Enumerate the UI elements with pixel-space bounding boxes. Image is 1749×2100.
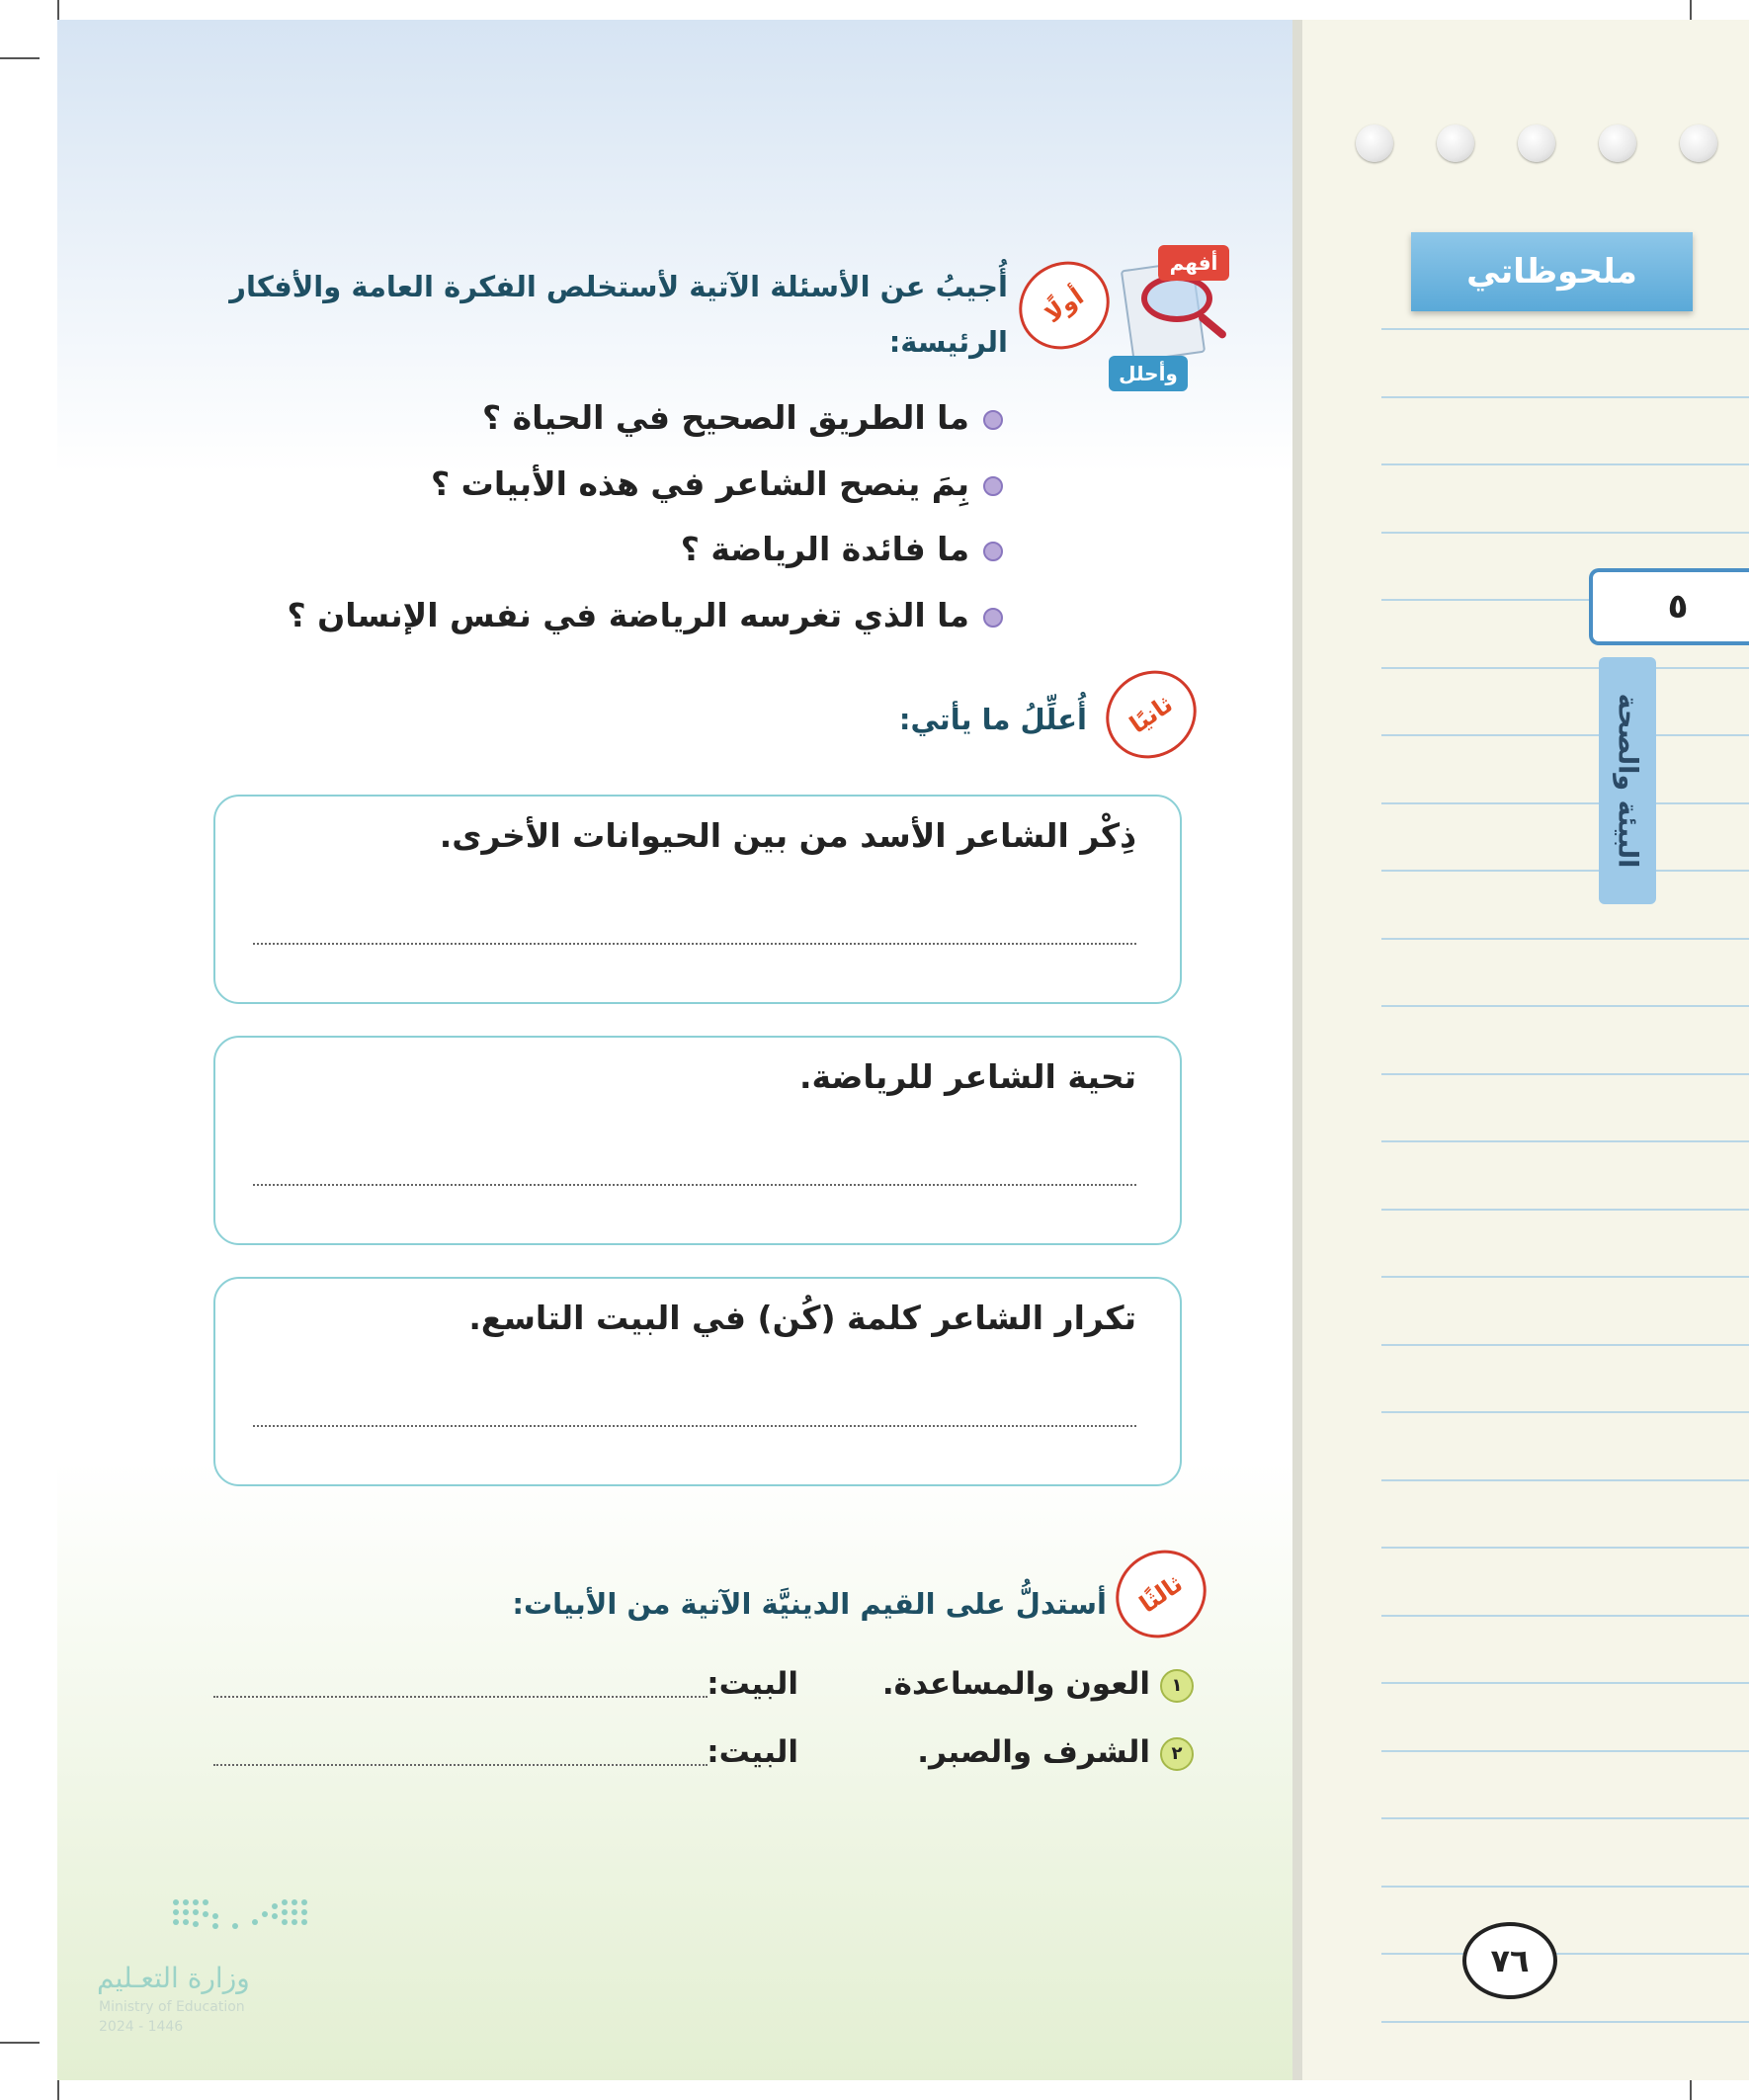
ministry-logo [97,1892,334,2041]
notes-sidebar [1292,20,1749,2080]
ministry-dots-icon [97,1892,334,1952]
note-line[interactable] [1381,396,1749,398]
answer-line[interactable] [253,1184,1136,1186]
note-line[interactable] [1381,1140,1749,1142]
ministry-name-ar: وزارة التعـليم [97,1962,250,1994]
page-number: ٧٦ [1462,1922,1557,1999]
question-item: ما الذي تغرسه الرياضة في نفس الإنسان ؟ [287,596,1003,634]
question-item: ما الطريق الصحيح في الحياة ؟ [482,398,1003,437]
binder-hole-icon [1356,125,1393,162]
note-line[interactable] [1381,1886,1749,1888]
unit-tab [1599,657,1656,904]
note-line[interactable] [1381,1344,1749,1346]
question-item: ما فائدة الرياضة ؟ [681,530,1003,568]
bullet-icon [983,608,1003,628]
notes-title: ملحوظاتي [1411,232,1693,311]
answer-box[interactable] [213,1277,1182,1486]
note-line[interactable] [1381,802,1749,804]
section3-instruction: أستدلُّ على القيم الدينيَّة الآتية من الأبيات: [512,1587,1107,1621]
note-line[interactable] [1381,870,1749,872]
section2-instruction: أُعلِّلُ ما يأتي: [898,703,1087,736]
bullet-icon [983,410,1003,430]
note-line[interactable] [1381,734,1749,736]
bullet-icon [983,476,1003,496]
ministry-name-en: Ministry of Education [99,1999,245,2015]
value-item: ٢الشرف والصبر. [917,1734,1194,1771]
answer-prompt: ذِكْر الشاعر الأسد من بين الحيوانات الأخرى. [439,816,1136,855]
edition-year: 2024 - 1446 [99,2019,184,2035]
answer-prompt: تحية الشاعر للرياضة. [799,1057,1136,1096]
analyze-tag: وأحلل [1109,356,1188,391]
bullet-icon [983,542,1003,561]
note-line[interactable] [1381,1953,1749,1955]
note-line[interactable] [1381,1479,1749,1481]
note-line[interactable] [1381,1682,1749,1684]
answer-box[interactable] [213,1036,1182,1245]
note-line[interactable] [1381,1276,1749,1278]
section1-order-badge: أولًا [1002,244,1126,367]
section2-order-badge: ثانيًا [1089,653,1213,776]
note-line[interactable] [1381,328,1749,330]
note-line[interactable] [1381,1411,1749,1413]
binder-hole-icon [1599,125,1636,162]
answer-box[interactable] [213,795,1182,1004]
answer-line[interactable] [253,943,1136,945]
note-line[interactable] [1381,2021,1749,2023]
note-line[interactable] [1381,1750,1749,1752]
unit-name: البيئة والصحة [1612,693,1643,869]
section3-order-badge: ثالثًا [1099,1533,1223,1655]
understand-tag: أفهم [1158,245,1229,281]
answer-line[interactable] [253,1425,1136,1427]
question-item: بِمَ ينصح الشاعر في هذه الأبيات ؟ [431,464,1003,503]
unit-number: ٥ [1589,568,1749,645]
note-line[interactable] [1381,1547,1749,1549]
binder-hole-icon [1680,125,1717,162]
verse-label: البيت: [707,1666,798,1702]
note-line[interactable] [1381,532,1749,534]
note-line[interactable] [1381,667,1749,669]
binder-hole-icon [1518,125,1555,162]
note-line[interactable] [1381,938,1749,940]
verse-label: البيت: [707,1734,798,1770]
verse-answer-line[interactable] [213,1696,708,1698]
note-line[interactable] [1381,1615,1749,1617]
value-item: ١العون والمساعدة. [882,1666,1194,1703]
binder-hole-icon [1437,125,1474,162]
note-line[interactable] [1381,1073,1749,1075]
note-line[interactable] [1381,1005,1749,1007]
verse-answer-line[interactable] [213,1764,708,1766]
understand-analyze-icon [1107,245,1235,393]
answer-prompt: تكرار الشاعر كلمة (كُن) في البيت التاسع. [468,1299,1136,1337]
section1-instruction: أُجيبُ عن الأسئلة الآتية لأستخلص الفكرة العامة والأفكار الرئيسة: [229,270,1008,359]
note-line[interactable] [1381,463,1749,465]
note-line[interactable] [1381,1209,1749,1211]
note-line[interactable] [1381,1817,1749,1819]
